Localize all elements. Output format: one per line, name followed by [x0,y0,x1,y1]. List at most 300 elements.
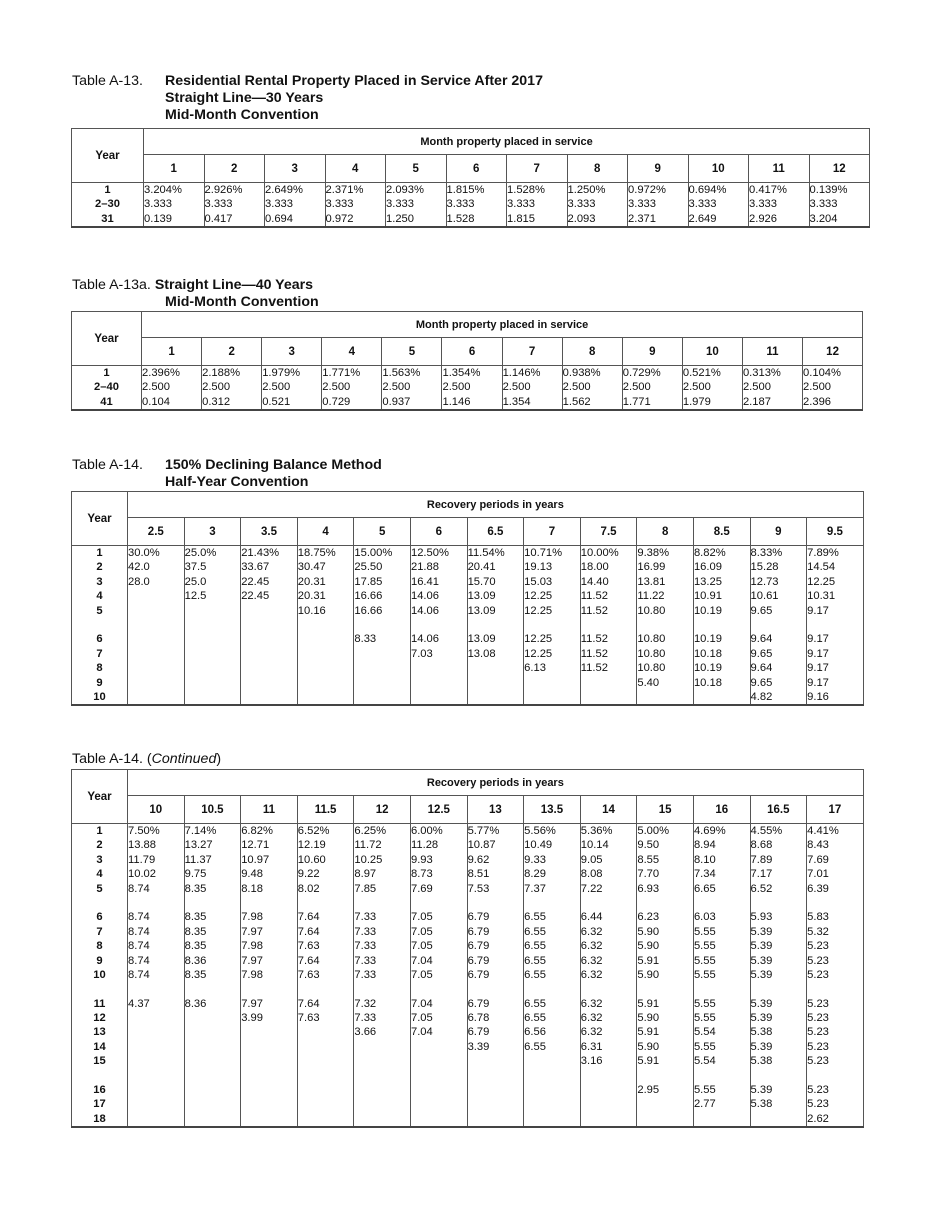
cell-value: 5.55 [693,954,716,967]
column-header: 3 [265,155,326,183]
cell-value: 6.13 [524,662,546,675]
cell-value: 7.63 [297,940,320,953]
value-column [524,824,581,1128]
row-gap [128,982,184,996]
cell-value: 6.65 [693,882,716,895]
row-gap [298,982,354,996]
cell-value: 7.64 [297,997,320,1010]
row-gap [468,896,524,910]
cell-value: 2.093 [567,212,596,225]
table-label: Table A-14. [72,457,143,473]
cell-value: 2.500 [322,381,351,394]
cell-value: 3.204% [144,184,182,196]
table-a13-caption [72,73,543,124]
cell-value: 30.47 [297,561,326,574]
cell-value: 5.55 [693,925,716,938]
cell-value: 3.333 [809,198,838,211]
table-title: Residential Rental Property Placed in Service After 2017 [165,73,543,89]
cell-value: 2.62 [807,1112,829,1125]
cell-value: 6.32 [580,925,603,938]
cell-value: 30.0% [128,547,160,559]
cell-value: 3.333 [446,198,475,211]
cell-value: 12.71 [241,839,270,852]
cell-value: 3.99 [241,1012,263,1025]
year-label: 3 [96,575,103,588]
value-column [262,366,322,411]
column-header: 7 [502,338,562,366]
cell-value: 7.33 [354,925,377,938]
cell-value: 7.03 [410,647,433,660]
cell-value: 10.71% [524,547,563,559]
value-column [580,546,637,706]
year-label: 5 [96,882,103,895]
depreciation-table [71,128,870,228]
cell-value: 10.49 [524,839,553,852]
cell-value: 10.80 [637,647,666,660]
year-label: 9 [96,676,103,689]
cell-value: 5.23 [807,954,829,967]
cell-value: 3.333 [386,198,414,211]
cell-value: 11.22 [637,590,665,603]
column-header: 12 [809,155,870,183]
cell-value: 4.37 [128,997,150,1010]
cell-value: 8.68 [750,839,773,852]
cell-value: 6.55 [524,911,546,924]
cell-value: 8.33% [750,547,783,559]
column-header: 7 [507,155,568,183]
cell-value: 5.23 [807,1098,829,1111]
row-gap [807,618,863,632]
cell-value: 7.17 [750,868,773,881]
cell-value: 18.75% [297,547,336,559]
cell-value: 0.417 [204,212,233,225]
value-column [467,546,524,706]
column-header: 2.5 [128,518,185,546]
cell-value: 3.333 [204,198,233,211]
column-header: 12 [803,338,863,366]
cell-value: 7.33 [354,968,377,981]
cell-value: 5.83 [807,911,829,924]
cell-value: 6.55 [524,940,546,953]
value-column [750,824,807,1128]
value-column [241,824,298,1128]
cell-value: 14.06 [410,604,439,617]
cell-value: 8.73 [410,868,433,881]
cell-value: 8.35 [184,882,207,895]
cell-value: 25.50 [354,561,383,574]
cell-value: 3.333 [567,198,596,211]
column-header: 1 [144,155,205,183]
cell-value: 2.500 [262,381,291,394]
cell-value: 0.417% [749,184,787,196]
cell-value: 10.14 [580,839,609,852]
year-label: 3 [96,853,103,866]
cell-value: 2.188% [202,367,241,379]
cell-value: 10.25 [354,853,383,866]
cell-value: 6.79 [467,1026,490,1039]
cell-value: 9.62 [467,853,490,866]
value-column [803,366,863,411]
cell-value: 9.64 [750,662,773,675]
cell-value: 10.80 [637,633,666,646]
cell-value: 16.66 [354,604,383,617]
row-gap [807,1069,863,1083]
cell-value: 8.74 [128,954,150,967]
cell-value: 9.17 [807,676,829,689]
row-gap [581,896,637,910]
year-column [72,183,144,228]
year-label: 6 [96,911,103,924]
year-label: 2 [96,561,103,574]
cell-value: 14.54 [807,561,836,574]
cell-value: 6.82% [241,825,273,837]
column-header: 5 [382,338,442,366]
value-column [693,824,750,1128]
cell-value: 11.52 [580,633,608,646]
cell-value: 5.39 [750,997,773,1010]
cell-value: 16.09 [693,561,722,574]
cell-value: 7.98 [241,940,263,953]
year-header: Year [72,492,128,546]
cell-value: 13.09 [467,590,496,603]
row-gap [694,1069,750,1083]
cell-value: 7.37 [524,882,546,895]
year-label: 7 [96,925,103,938]
column-header: 5 [386,155,447,183]
year-label: 8 [96,662,103,675]
column-header: 8.5 [693,518,750,546]
year-label: 13 [93,1026,106,1039]
table-subtitle: Straight Line—30 Years [165,90,324,106]
cell-value: 7.22 [580,882,603,895]
cell-value: 1.563% [382,367,421,379]
cell-value: 10.87 [467,839,496,852]
row-gap [354,618,410,632]
value-column [386,183,447,228]
cell-value: 6.55 [524,997,546,1010]
cell-value: 3.333 [265,198,293,211]
cell-value: 11.52 [580,604,608,617]
cell-value: 2.187 [742,395,771,408]
cell-value: 5.39 [750,954,773,967]
column-header: 4 [297,518,354,546]
row-gap [524,896,580,910]
year-label: 31 [101,212,114,225]
column-header: 9 [750,518,807,546]
cell-value: 1.354 [502,395,531,408]
cell-value: 5.38 [750,1026,773,1039]
value-column [354,546,411,706]
value-column [567,183,628,228]
cell-value: 9.65 [750,604,773,617]
row-gap [72,896,127,910]
cell-value: 9.17 [807,633,829,646]
cell-value: 10.19 [693,604,722,617]
cell-value: 2.371 [628,212,656,225]
row-gap [72,618,127,632]
column-header: 16.5 [750,796,807,824]
cell-value: 8.35 [184,968,207,981]
cell-value: 7.33 [354,954,377,967]
cell-value: 19.13 [524,561,553,574]
column-header: 8 [567,155,628,183]
cell-value: 0.139 [144,212,172,225]
cell-value: 1.146 [442,395,471,408]
cell-value: 7.97 [241,954,263,967]
value-column [184,546,241,706]
cell-value: 6.78 [467,1012,490,1025]
cell-value: 7.04 [410,954,433,967]
cell-value: 5.90 [637,968,660,981]
cell-value: 5.55 [693,1012,716,1025]
cell-value: 7.85 [354,882,377,895]
value-column [265,183,326,228]
value-column [637,824,694,1128]
cell-value: 7.32 [354,997,377,1010]
cell-value: 14.06 [410,590,439,603]
cell-value: 8.02 [297,882,320,895]
cell-value: 5.38 [750,1098,773,1111]
cell-value: 5.54 [693,1026,716,1039]
cell-value: 5.23 [807,1084,829,1097]
cell-value: 25.0% [184,547,217,559]
cell-value: 22.45 [241,575,270,588]
cell-value: 0.694 [265,212,293,225]
cell-value: 5.55 [693,1040,716,1053]
cell-value: 4.55% [750,825,783,837]
column-header: 12 [354,796,411,824]
row-gap [411,618,467,632]
cell-value: 5.90 [637,925,660,938]
value-column [750,546,807,706]
cell-value: 1.528% [507,184,545,196]
column-header: 9 [622,338,682,366]
table-a14-caption [72,457,382,491]
group-header: Recovery periods in years [128,492,864,518]
column-header: 7 [524,518,581,546]
cell-value: 5.39 [750,1084,773,1097]
cell-value: 15.28 [750,561,779,574]
cell-value: 4.69% [693,825,726,837]
cell-value: 0.139% [809,184,848,196]
cell-value: 8.74 [128,925,150,938]
cell-value: 12.25 [807,575,836,588]
value-column [184,824,241,1128]
year-label: 8 [96,940,103,953]
cell-value: 9.65 [750,676,773,689]
cell-value: 6.32 [580,1026,603,1039]
cell-value: 8.43 [807,839,829,852]
cell-value: 11.72 [354,839,382,852]
cell-value: 8.35 [184,911,207,924]
cell-value: 3.333 [749,198,777,211]
value-column [502,366,562,411]
cell-value: 5.56% [524,825,556,837]
column-header: 11 [742,338,802,366]
table-subtitle: Half-Year Convention [165,474,309,490]
year-label: 9 [96,954,103,967]
cell-value: 8.55 [637,853,660,866]
value-column [682,366,742,411]
cell-value: 13.09 [467,633,496,646]
column-header: 10 [688,155,749,183]
column-header: 15 [637,796,694,824]
value-column [467,824,524,1128]
cell-value: 1.562 [562,395,591,408]
cell-value: 8.97 [354,868,377,881]
cell-value: 0.694% [688,184,727,196]
cell-value: 9.17 [807,647,829,660]
cell-value: 3.333 [325,198,354,211]
row-gap [298,896,354,910]
cell-value: 2.926% [204,184,243,196]
value-column [325,183,386,228]
row-gap [241,896,297,910]
cell-value: 0.937 [382,395,411,408]
year-label: 5 [96,604,103,617]
table-label: Table A-13a. [72,277,151,293]
year-label: 1 [104,184,111,196]
value-column [688,183,749,228]
cell-value: 2.396% [142,367,180,379]
cell-value: 20.41 [467,561,496,574]
cell-value: 12.25 [524,647,553,660]
year-label: 1 [96,825,103,837]
cell-value: 13.25 [693,575,722,588]
cell-value: 6.00% [410,825,443,837]
cell-value: 0.104% [803,367,841,379]
cell-value: 0.521% [682,367,721,379]
cell-value: 3.333 [507,198,535,211]
cell-value: 12.25 [524,604,553,617]
value-column [410,546,467,706]
year-column [72,824,128,1128]
cell-value: 7.69 [807,853,829,866]
year-label: 17 [93,1098,106,1111]
year-label: 16 [93,1084,106,1097]
year-label: 10 [93,690,106,703]
cell-value: 18.00 [580,561,609,574]
cell-value: 2.500 [803,381,832,394]
cell-value: 1.528 [446,212,475,225]
cell-value: 14.06 [410,633,439,646]
column-header: 14 [580,796,637,824]
table-row [72,366,863,411]
cell-value: 6.56 [524,1026,546,1039]
year-label: 11 [93,997,106,1010]
group-header: Recovery periods in years [128,770,864,796]
row-gap [128,896,184,910]
cell-value: 2.500 [562,381,591,394]
cell-value: 0.312 [202,395,231,408]
cell-value: 9.16 [807,690,829,703]
year-label: 1 [96,547,103,559]
column-header: 12.5 [410,796,467,824]
column-header: 6 [442,338,502,366]
cell-value: 2.500 [502,381,531,394]
cell-value: 5.00% [637,825,670,837]
cell-value: 21.88 [410,561,439,574]
cell-value: 5.23 [807,968,829,981]
cell-value: 2.926 [749,212,777,225]
year-label: 2–30 [95,198,120,211]
table-subtitle: Mid-Month Convention [165,294,319,310]
cell-value: 5.23 [807,1026,829,1039]
cell-value: 7.14% [184,825,217,837]
value-column [382,366,442,411]
value-column [297,546,354,706]
cell-value: 8.35 [184,925,207,938]
cell-value: 6.79 [467,940,490,953]
cell-value: 12.5 [184,590,207,603]
cell-value: 2.396 [803,395,832,408]
cell-value: 8.36 [184,954,207,967]
column-header: 4 [325,155,386,183]
cell-value: 5.23 [807,1012,829,1025]
row-gap [72,982,127,996]
column-header: 11 [749,155,810,183]
cell-value: 7.64 [297,911,320,924]
cell-value: 5.36% [580,825,613,837]
cell-value: 6.25% [354,825,387,837]
cell-value: 7.05 [410,1012,433,1025]
cell-value: 5.32 [807,925,829,938]
cell-value: 6.52 [750,882,773,895]
cell-value: 5.39 [750,1012,773,1025]
cell-value: 9.65 [750,647,773,660]
year-column [72,546,128,706]
row-gap [694,618,750,632]
row-gap [637,1069,693,1083]
table-title: 150% Declining Balance Method [165,457,382,473]
cell-value: 6.52% [297,825,330,837]
cell-value: 7.98 [241,968,263,981]
cell-value: 9.48 [241,868,263,881]
cell-value: 9.50 [637,839,660,852]
year-label: 14 [93,1040,106,1053]
cell-value: 0.313% [742,367,781,379]
cell-value: 1.146% [502,367,541,379]
cell-value: 7.04 [410,1026,433,1039]
cell-value: 9.93 [410,853,433,866]
value-column [410,824,467,1128]
cell-value: 13.88 [128,839,156,852]
column-header: 10 [682,338,742,366]
cell-value: 6.79 [467,911,490,924]
row-gap [524,618,580,632]
cell-value: 5.23 [807,1055,829,1068]
table-row [72,824,864,1128]
column-header: 11 [241,796,298,824]
cell-value: 8.74 [128,968,150,981]
cell-value: 7.97 [241,925,263,938]
cell-value: 15.03 [524,575,553,588]
year-label: 41 [100,395,113,408]
cell-value: 37.5 [184,561,207,574]
cell-value: 5.55 [693,940,716,953]
row-gap [581,982,637,996]
cell-value: 8.35 [184,940,207,953]
cell-value: 20.31 [297,575,326,588]
cell-value: 7.01 [807,868,829,881]
cell-value: 10.02 [128,868,156,881]
cell-value: 10.18 [693,676,722,689]
cell-value: 5.55 [693,1084,716,1097]
cell-value: 7.98 [241,911,263,924]
year-column [72,366,142,411]
cell-value: 6.03 [693,911,716,924]
cell-value: 9.17 [807,662,829,675]
